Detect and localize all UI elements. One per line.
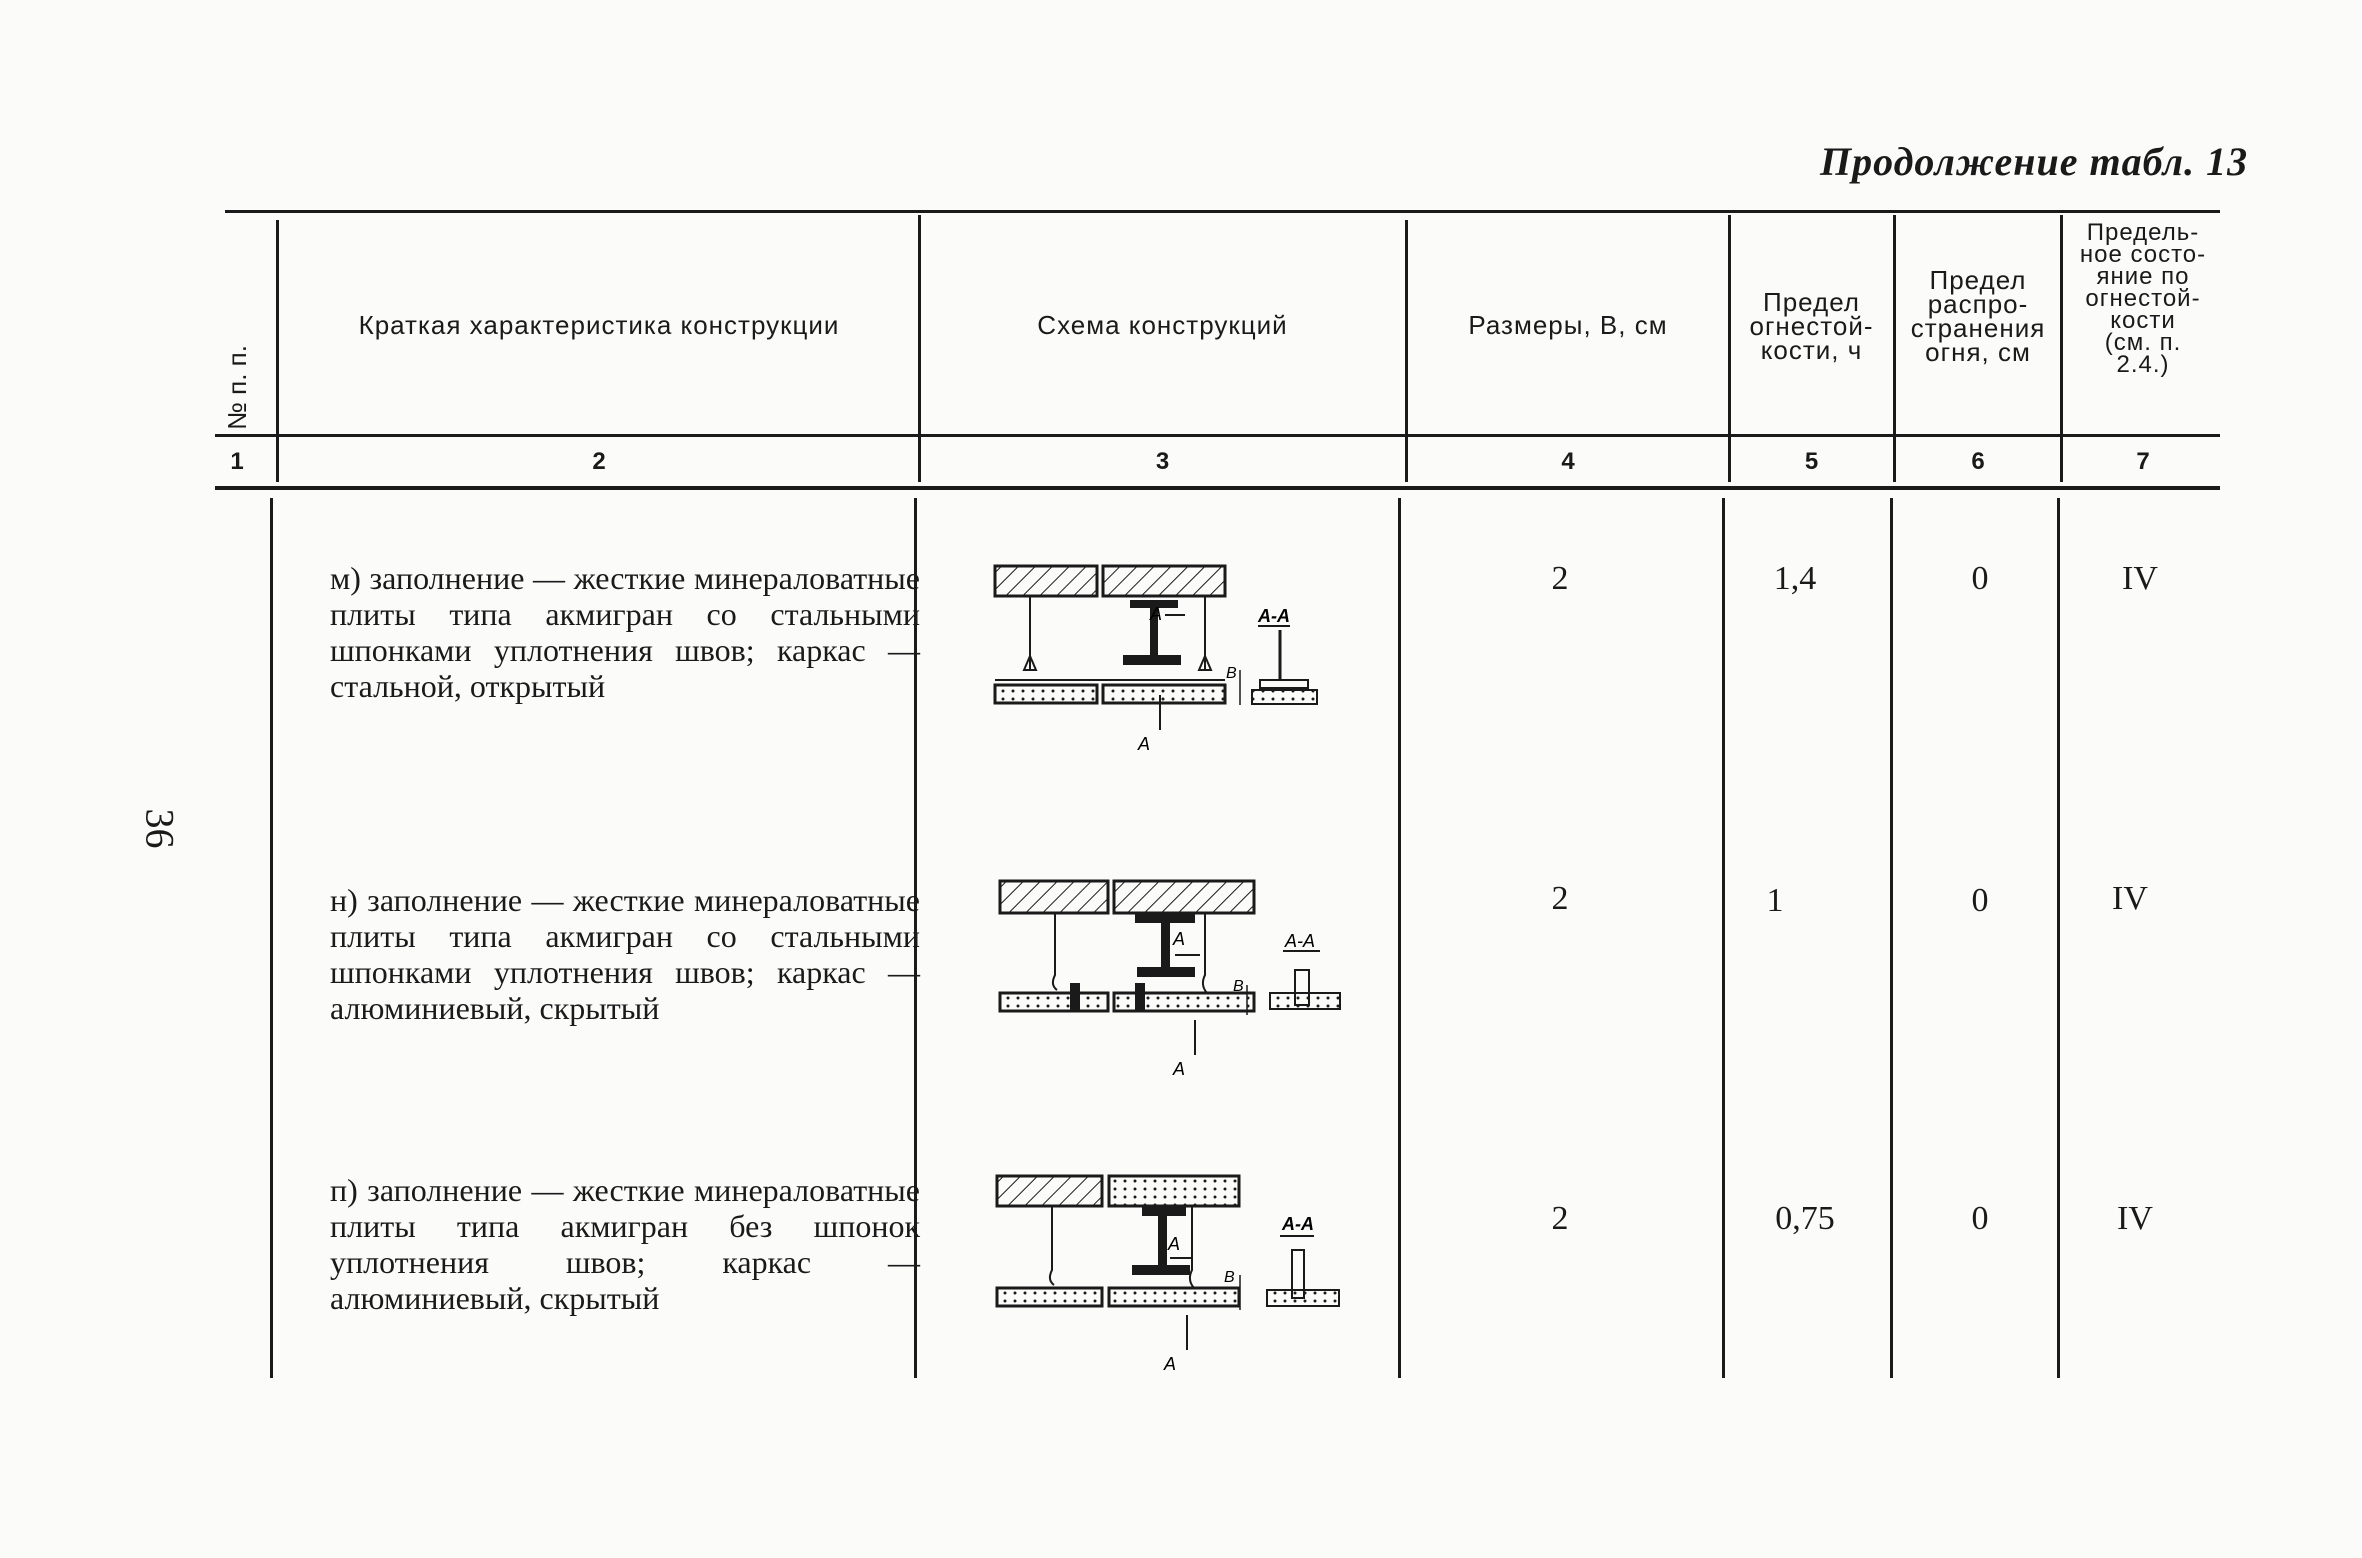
row-p-limit-state: IV (2117, 1200, 2153, 1237)
header-col7-line2: ное состо- (2079, 241, 2207, 268)
row-m-limit-state: IV (2122, 560, 2158, 597)
body-divider-3 (1398, 498, 1401, 1378)
colnum-rule (215, 486, 2220, 490)
row-p-section-label: А-А (1282, 1214, 1314, 1234)
body-divider-4 (1722, 498, 1725, 1378)
row-p-cut-label-top: А (1168, 1234, 1181, 1254)
row-p-fire-resistance: 0,75 (1775, 1200, 1835, 1237)
header-col5-line1: Предел (1763, 287, 1860, 317)
header-col7-line5: кости (2110, 307, 2176, 334)
header-col2: Краткая характеристика конструкции (358, 310, 840, 340)
row-m-dim-label: В (1226, 665, 1237, 682)
header-col5 (1730, 287, 1893, 365)
row-n-section-label: А-А (1285, 931, 1316, 951)
row-p-scheme (992, 1170, 1372, 1385)
header-col6-line2: распро- (1927, 289, 2029, 319)
col-divider-3 (1405, 220, 1408, 482)
row-m-fire-spread: 0 (1971, 560, 1989, 597)
colnum-1: 1 (230, 448, 244, 475)
row-m-fire-resistance: 1,4 (1773, 560, 1817, 597)
row-n-fire-resistance: 1 (1766, 882, 1784, 919)
row-p-dim-label: В (1224, 1269, 1235, 1286)
header-col4: Размеры, В, см (1468, 310, 1668, 340)
colnum-7: 7 (2136, 448, 2150, 475)
header-col7-line4: огнестой- (2085, 285, 2201, 312)
row-n-limit-state: IV (2112, 880, 2148, 917)
body-divider-1 (270, 498, 273, 1378)
col-divider-1 (276, 220, 279, 482)
row-m-cut-label-top: А (1150, 604, 1163, 624)
colnum-3: 3 (1155, 448, 1170, 475)
header-col5-line3: кости, ч (1760, 335, 1863, 365)
row-m-size: 2 (1551, 560, 1569, 597)
header-col7-line7: 2.4.) (2116, 351, 2170, 378)
row-n-fire-spread: 0 (1971, 882, 1989, 919)
row-m-cut-label-bottom: А (1138, 734, 1151, 754)
row-p-size: 2 (1551, 1200, 1569, 1237)
header-col3: Схема конструкций (1037, 310, 1288, 340)
row-n-scheme (995, 875, 1375, 1090)
header-col6-line4: огня, см (1925, 337, 2031, 367)
row-n-size: 2 (1551, 880, 1569, 917)
body-divider-5 (1890, 498, 1893, 1378)
row-n-dim-label: В (1233, 978, 1244, 995)
row-n-cut-label-top: А (1173, 929, 1186, 949)
header-col7-line6: (см. п. (2104, 329, 2182, 356)
row-p-description: п) заполнение — жесткие минераловатные плиты типа акмигран без шпонок уплотнения швов; каркас — алюминиевый, скрытый (330, 1172, 920, 1316)
header-col5-line2: огнестой- (1749, 311, 1874, 341)
header-col6-line1: Предел (1929, 265, 2027, 295)
row-p-cut-label-bottom: А (1164, 1354, 1177, 1374)
colnum-4: 4 (1561, 448, 1575, 475)
page-number: 36 (137, 808, 183, 849)
header-col1: № п. п. (222, 345, 252, 430)
row-n-cut-label-bottom: А (1173, 1059, 1186, 1079)
body-divider-6 (2057, 498, 2060, 1378)
row-p-fire-spread: 0 (1971, 1200, 1989, 1237)
colnum-2: 2 (592, 448, 606, 475)
row-m-section-label: А-А (1258, 606, 1290, 626)
header-col7-line1: Предель- (2086, 219, 2200, 246)
col-divider-2 (918, 215, 921, 482)
top-rule (225, 210, 2220, 213)
header-col6 (1896, 265, 2060, 367)
row-m-scheme (990, 560, 1370, 775)
header-rule (215, 434, 2220, 437)
header-col7-line3: яние по (2096, 263, 2190, 290)
table-caption: Продолжение табл. 13 (1820, 139, 2249, 184)
header-col6-line3: странения (1910, 313, 2046, 343)
colnum-5: 5 (1804, 448, 1819, 475)
row-n-description: н) заполнение — жесткие минераловатные плиты типа акмигран со стальными шпонками уплотнения швов; каркас — алюминиевый, скрытый (330, 882, 920, 1026)
colnum-6: 6 (1971, 448, 1985, 475)
row-m-description: м) заполнение — жесткие минераловатные плиты типа акмигран со стальными шпонками уплотнения швов; каркас — стальной, открытый (330, 560, 920, 704)
header-col7 (2063, 219, 2223, 378)
